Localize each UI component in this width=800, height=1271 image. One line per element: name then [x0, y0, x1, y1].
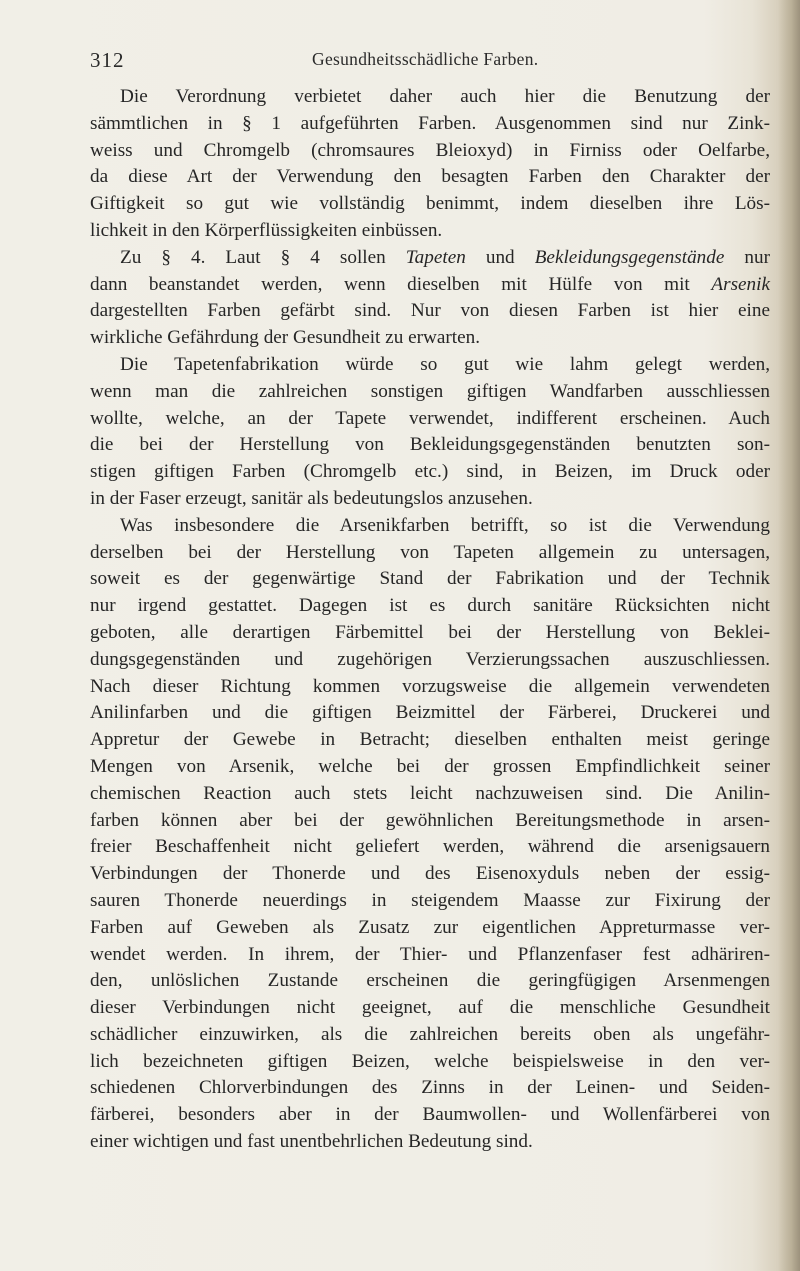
text-line: farben können aber bei der gewöhnlichen Bereitungsmethode in arsen- — [90, 809, 770, 831]
page-number: 312 — [90, 48, 125, 72]
text-line: sämmtlichen in § 1 aufgeführten Farben. Ausgenommen sind nur Zink- — [90, 112, 770, 134]
text-line: färberei, besonders aber in der Baumwollen- und Wollenfärberei von — [90, 1104, 770, 1126]
running-head: Gesundheitsschädliche Farben. — [312, 49, 539, 69]
text-line: wirkliche Gefährdung der Gesundheit zu erwarten. — [90, 327, 480, 349]
text-segment: Zu § 4. Laut § 4 sollen — [120, 246, 406, 268]
text-line: stigen giftigen Farben (Chromgelb etc.) sind, in Beizen, im Druck oder — [90, 461, 770, 483]
text-line: Anilinfarben und die giftigen Beizmittel der Färberei, Druckerei und — [90, 702, 770, 724]
body-text — [90, 84, 770, 1156]
text-line: wenn man die zahlreichen sonstigen giftigen Wandfarben ausschliessen — [90, 380, 770, 402]
text-line: dieser Verbindungen nicht geeignet, auf die menschliche Gesundheit — [90, 997, 770, 1019]
emphasis-arsenik: Arsenik — [711, 273, 770, 295]
text-line: derselben bei der Herstellung von Tapeten allgemein zu untersagen, — [90, 541, 770, 563]
text-line: Appretur der Gewebe in Betracht; dieselben enthalten meist geringe — [90, 729, 770, 751]
emphasis-bekleidungsgegenstaende: Bekleidungsgegenstände — [534, 246, 725, 268]
emphasis-tapeten: Tapeten — [405, 246, 466, 268]
text-line: da diese Art der Verwendung den besagten Farben den Charakter der — [90, 166, 770, 188]
text-line: lichkeit in den Körperflüssigkeiten einbüssen. — [90, 219, 443, 241]
text-line: Verbindungen der Thonerde und des Eisenoxyduls neben der essig- — [90, 863, 770, 885]
text-segment: nur — [724, 246, 771, 268]
text-line: die bei der Herstellung von Bekleidungsgegenständen benutzten son- — [90, 434, 770, 456]
text-line: Was insbesondere die Arsenikfarben betrifft, so ist die Verwendung — [120, 514, 770, 536]
text-line: sauren Thonerde neuerdings in steigendem Maasse zur Fixirung der — [90, 889, 770, 911]
text-segment: dann beanstandet werden, wenn dieselben mit Hülfe von mit — [90, 273, 712, 295]
text-line: soweit es der gegenwärtige Stand der Fabrikation und der Technik — [90, 568, 770, 590]
text-line: Giftigkeit so gut wie vollständig benimmt, indem dieselben ihre Lös- — [90, 193, 770, 215]
text-line: wollte, welche, an der Tapete verwendet, indifferent erscheinen. Auch — [90, 407, 770, 429]
text-line: geboten, alle derartigen Färbemittel bei der Herstellung von Beklei- — [90, 621, 770, 643]
text-line: dargestellten Farben gefärbt sind. Nur von diesen Farben ist hier eine — [90, 300, 770, 322]
text-line: wendet werden. In ihrem, der Thier- und Pflanzenfaser fest adhäriren- — [90, 943, 770, 965]
text-line: schädlicher einzuwirken, als die zahlreichen bereits oben als ungefähr- — [90, 1023, 770, 1045]
text-segment: und — [465, 246, 535, 268]
text-line: freier Beschaffenheit nicht geliefert werden, während die arsenigsauern — [90, 836, 770, 858]
text-line: nur irgend gestattet. Dagegen ist es durch sanitäre Rücksichten nicht — [90, 595, 770, 617]
text-line: Nach dieser Richtung kommen vorzugsweise die allgemein verwendeten — [90, 675, 770, 697]
text-line: weiss und Chromgelb (chromsaures Bleioxyd) in Firniss oder Oelfarbe, — [90, 139, 770, 161]
text-line: in der Faser erzeugt, sanitär als bedeutungslos anzusehen. — [90, 487, 533, 509]
text-line: Die Verordnung verbietet daher auch hier die Benutzung der — [120, 86, 770, 107]
text-line: lich bezeichneten giftigen Beizen, welche beispielsweise in den ver- — [90, 1050, 770, 1072]
text-line: den, unlöslichen Zustande erscheinen die geringfügigen Arsenmengen — [90, 970, 770, 992]
text-line: dungsgegenständen und zugehörigen Verzierungssachen auszuschliessen. — [90, 648, 770, 670]
text-line: Mengen von Arsenik, welche bei der grossen Empfindlichkeit seiner — [90, 755, 770, 777]
text-line: Die Tapetenfabrikation würde so gut wie lahm gelegt werden, — [120, 353, 770, 375]
text-line: Farben auf Geweben als Zusatz zur eigentlichen Appreturmasse ver- — [90, 916, 770, 938]
text-line: chemischen Reaction auch stets leicht nachzuweisen sind. Die Anilin- — [90, 782, 770, 804]
page-header — [90, 44, 770, 74]
text-line: einer wichtigen und fast unentbehrlichen Bedeutung sind. — [90, 1131, 533, 1153]
text-line-section-4 — [90, 245, 770, 272]
text-line: schiedenen Chlorverbindungen des Zinns in der Leinen- und Seiden- — [90, 1077, 770, 1099]
text-line-arsenik — [90, 272, 770, 299]
page-edge-shadow — [778, 0, 800, 1271]
